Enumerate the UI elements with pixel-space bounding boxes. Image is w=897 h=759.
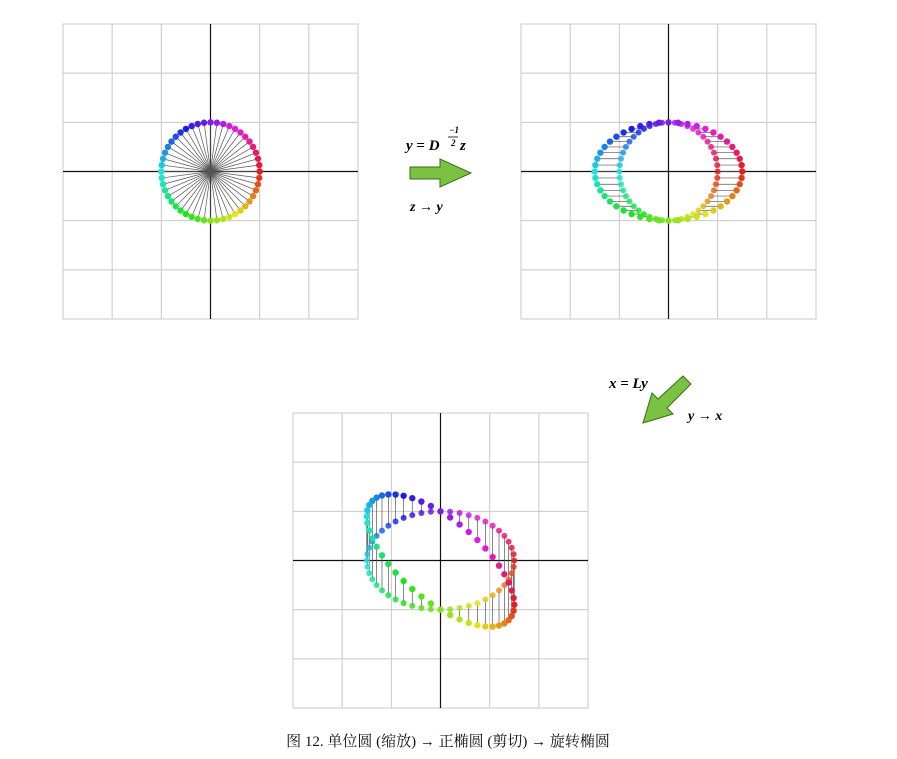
rotated-point [392, 491, 398, 497]
upright-point [511, 558, 517, 564]
ellipse-point [724, 198, 730, 204]
rotated-point [496, 562, 502, 568]
circle-point [253, 149, 259, 155]
rotated-point [400, 578, 406, 584]
ellipse-point [665, 119, 671, 125]
circle-point [623, 193, 629, 199]
circle-point [188, 214, 194, 220]
rotated-point [482, 545, 488, 551]
circle-point [214, 217, 220, 223]
ellipse-point [739, 168, 745, 174]
upright-point [511, 551, 517, 557]
circle-point [705, 139, 711, 145]
circle-point [214, 120, 220, 126]
ellipse-point [628, 211, 634, 217]
upright-point [509, 545, 515, 551]
circle-point [242, 134, 248, 140]
circle-point [173, 134, 179, 140]
rotated-point [400, 493, 406, 499]
circle-point [714, 175, 720, 181]
upright-point [393, 597, 399, 603]
circle-point [188, 123, 194, 129]
ellipse-point [601, 193, 607, 199]
rotated-point [489, 623, 495, 629]
circle-point [160, 156, 166, 162]
upright-point [457, 605, 463, 611]
rotated-point [392, 569, 398, 575]
panel-rotated-ellipse [293, 413, 588, 708]
mapping-scale: z → y [410, 200, 443, 215]
circle-point [165, 144, 171, 150]
rotated-point [466, 529, 472, 535]
circle-point [708, 193, 714, 199]
ellipse-point [710, 129, 716, 135]
circle-point [232, 211, 238, 217]
circle-point [250, 193, 256, 199]
rotated-point [364, 513, 370, 519]
ellipse-point [729, 144, 735, 150]
upright-point [401, 600, 407, 606]
ellipse-point [646, 121, 652, 127]
panel-unit-circle [63, 24, 358, 319]
arrow-right-icon [410, 159, 471, 187]
formula-exponent-numerator: −1 [449, 125, 459, 135]
ellipse-point [607, 138, 613, 144]
circle-point [705, 198, 711, 204]
upright-point [364, 564, 370, 570]
ellipse-point [601, 144, 607, 150]
rotated-point [379, 552, 385, 558]
rotated-point [385, 491, 391, 497]
ellipse-point [620, 207, 626, 213]
circle-point [246, 198, 252, 204]
ellipse-point [717, 203, 723, 209]
ellipse-point [738, 175, 744, 181]
circle-point [711, 150, 717, 156]
circle-point [232, 126, 238, 132]
upright-point [496, 587, 502, 593]
rotated-point [489, 554, 495, 560]
ellipse-point [594, 156, 600, 162]
circle-point [220, 121, 226, 127]
transform-shear [608, 376, 722, 424]
circle-point [255, 156, 261, 162]
figure-caption: 图 12. 单位圆 (缩放) → 正椭圆 (剪切) → 旋转椭圆 [286, 734, 610, 750]
upright-point [501, 533, 507, 539]
circle-point [207, 217, 213, 223]
rotated-point [501, 571, 507, 577]
upright-point [428, 509, 434, 515]
rotated-point [364, 507, 370, 513]
circle-point [237, 207, 243, 213]
rotated-point [509, 587, 515, 593]
rotated-point [373, 544, 379, 550]
circle-point [177, 207, 183, 213]
circle-point [620, 150, 626, 156]
circle-point [631, 203, 637, 209]
upright-point [490, 592, 496, 598]
circle-point [158, 168, 164, 174]
upright-point [466, 603, 472, 609]
circle-point [700, 203, 706, 209]
circle-point [183, 126, 189, 132]
rotated-point [447, 612, 453, 618]
rotated-point [369, 535, 375, 541]
upright-point [401, 515, 407, 521]
circle-point [256, 175, 262, 181]
circle-point [226, 214, 232, 220]
circle-point [220, 216, 226, 222]
ellipse-point [607, 198, 613, 204]
rotated-point [447, 514, 453, 520]
circle-point [623, 144, 629, 150]
circle-point [626, 139, 632, 145]
ellipse-point [675, 120, 681, 126]
circle-point [255, 181, 261, 187]
circle-point [618, 156, 624, 162]
transform-scale [404, 125, 471, 215]
circle-point [173, 203, 179, 209]
circle-point [177, 129, 183, 135]
ellipse-point [656, 120, 662, 126]
ellipse-point [733, 187, 739, 193]
mapping-shear: y → x [688, 409, 723, 424]
circle-point [159, 175, 165, 181]
ellipse-point [675, 217, 681, 223]
circle-point [256, 162, 262, 168]
upright-point [474, 600, 480, 606]
ellipse-point [724, 138, 730, 144]
circle-point [237, 129, 243, 135]
circle-point [631, 134, 637, 140]
rotated-point [428, 600, 434, 606]
upright-point [447, 606, 453, 612]
rotated-point [437, 508, 443, 514]
upright-point [385, 592, 391, 598]
ellipse-point [684, 216, 690, 222]
ellipse-point [702, 126, 708, 132]
upright-point [369, 576, 375, 582]
circle-point [636, 208, 642, 214]
upright-point [466, 512, 472, 518]
circle-point [207, 119, 213, 125]
ellipse-point [592, 175, 598, 181]
circle-point [253, 187, 259, 193]
circle-point [242, 203, 248, 209]
upright-point [409, 603, 415, 609]
rotated-point [418, 593, 424, 599]
ellipse-point [628, 126, 634, 132]
upright-point [482, 518, 488, 524]
upright-point [366, 545, 372, 551]
circle-point [695, 129, 701, 135]
ellipse-point [592, 162, 598, 168]
circle-point [183, 211, 189, 217]
formula-scale-rhs: z [460, 138, 466, 154]
circle-point [636, 129, 642, 135]
ellipse-point [737, 181, 743, 187]
ellipse-point [694, 123, 700, 129]
circle-point [168, 138, 174, 144]
circle-point [246, 138, 252, 144]
circle-point [195, 121, 201, 127]
ellipse-point [710, 207, 716, 213]
upright-point [418, 605, 424, 611]
ellipse-point [737, 156, 743, 162]
circle-point [160, 181, 166, 187]
circle-point [620, 187, 626, 193]
circle-point [201, 217, 207, 223]
rotated-point [466, 620, 472, 626]
ellipse-point [594, 181, 600, 187]
rotated-point [418, 498, 424, 504]
upright-point [511, 564, 517, 570]
circle-point [226, 123, 232, 129]
upright-point [364, 558, 370, 564]
circle-point [695, 208, 701, 214]
rotated-point [385, 561, 391, 567]
formula-scale: y = D [406, 138, 440, 154]
rotated-point [510, 595, 516, 601]
upright-point [393, 518, 399, 524]
rotated-point [505, 579, 511, 585]
ellipse-point [646, 216, 652, 222]
ellipse-point [620, 129, 626, 135]
circle-point [618, 181, 624, 187]
upright-point [474, 515, 480, 521]
upright-point [506, 539, 512, 545]
upright-point [374, 582, 380, 588]
circle-point [201, 120, 207, 126]
circle-point [159, 162, 165, 168]
circle-point [165, 193, 171, 199]
circle-point [256, 168, 262, 174]
ellipse-point [592, 168, 598, 174]
panel-upright-ellipse [521, 24, 816, 319]
ellipse-point [738, 162, 744, 168]
circle-point [616, 169, 622, 175]
circle-point [713, 181, 719, 187]
rotated-point [511, 602, 517, 608]
ellipse-point [729, 193, 735, 199]
circle-point [714, 162, 720, 168]
upright-point [509, 570, 515, 576]
ellipse-point [717, 134, 723, 140]
upright-point [366, 570, 372, 576]
ellipse-point [656, 217, 662, 223]
rotated-point [364, 520, 370, 526]
ellipse-point [637, 123, 643, 129]
arrow-down-left-icon [643, 376, 691, 423]
rotated-point [437, 606, 443, 612]
upright-point [482, 597, 488, 603]
rotated-point [510, 608, 516, 614]
ellipse-point [733, 149, 739, 155]
circle-point [617, 162, 623, 168]
circle-point [715, 169, 721, 175]
upright-point [496, 528, 502, 534]
rotated-point [366, 527, 372, 533]
ellipse-point [613, 134, 619, 140]
upright-point [385, 523, 391, 529]
rotated-point [482, 623, 488, 629]
ellipse-point [702, 211, 708, 217]
rotated-point [474, 537, 480, 543]
ellipse-point [637, 214, 643, 220]
circle-point [626, 198, 632, 204]
upright-point [457, 510, 463, 516]
upright-point [418, 510, 424, 516]
circle-point [162, 187, 168, 193]
rotated-point [456, 616, 462, 622]
upright-point [490, 523, 496, 529]
formula-exponent-denominator: 2 [451, 138, 456, 148]
circle-point [162, 149, 168, 155]
upright-point [428, 606, 434, 612]
circle-point [617, 175, 623, 181]
upright-point [379, 587, 385, 593]
ellipse-point [684, 121, 690, 127]
circle-point [708, 144, 714, 150]
circle-point [700, 134, 706, 140]
rotated-point [456, 521, 462, 527]
upright-point [409, 512, 415, 518]
circle-point [713, 156, 719, 162]
rotated-point [409, 495, 415, 501]
ellipse-point [597, 187, 603, 193]
circle-point [711, 187, 717, 193]
upright-point [364, 551, 370, 557]
upright-point [379, 528, 385, 534]
formula-shear: x = Ly [609, 376, 648, 392]
rotated-point [428, 503, 434, 509]
ellipse-point [597, 149, 603, 155]
ellipse-point [665, 217, 671, 223]
circle-point [168, 198, 174, 204]
circle-point [250, 144, 256, 150]
ellipse-point [694, 214, 700, 220]
circle-point [195, 216, 201, 222]
ellipse-point [613, 203, 619, 209]
rotated-point [409, 586, 415, 592]
rotated-point [474, 622, 480, 628]
upright-point [447, 509, 453, 515]
